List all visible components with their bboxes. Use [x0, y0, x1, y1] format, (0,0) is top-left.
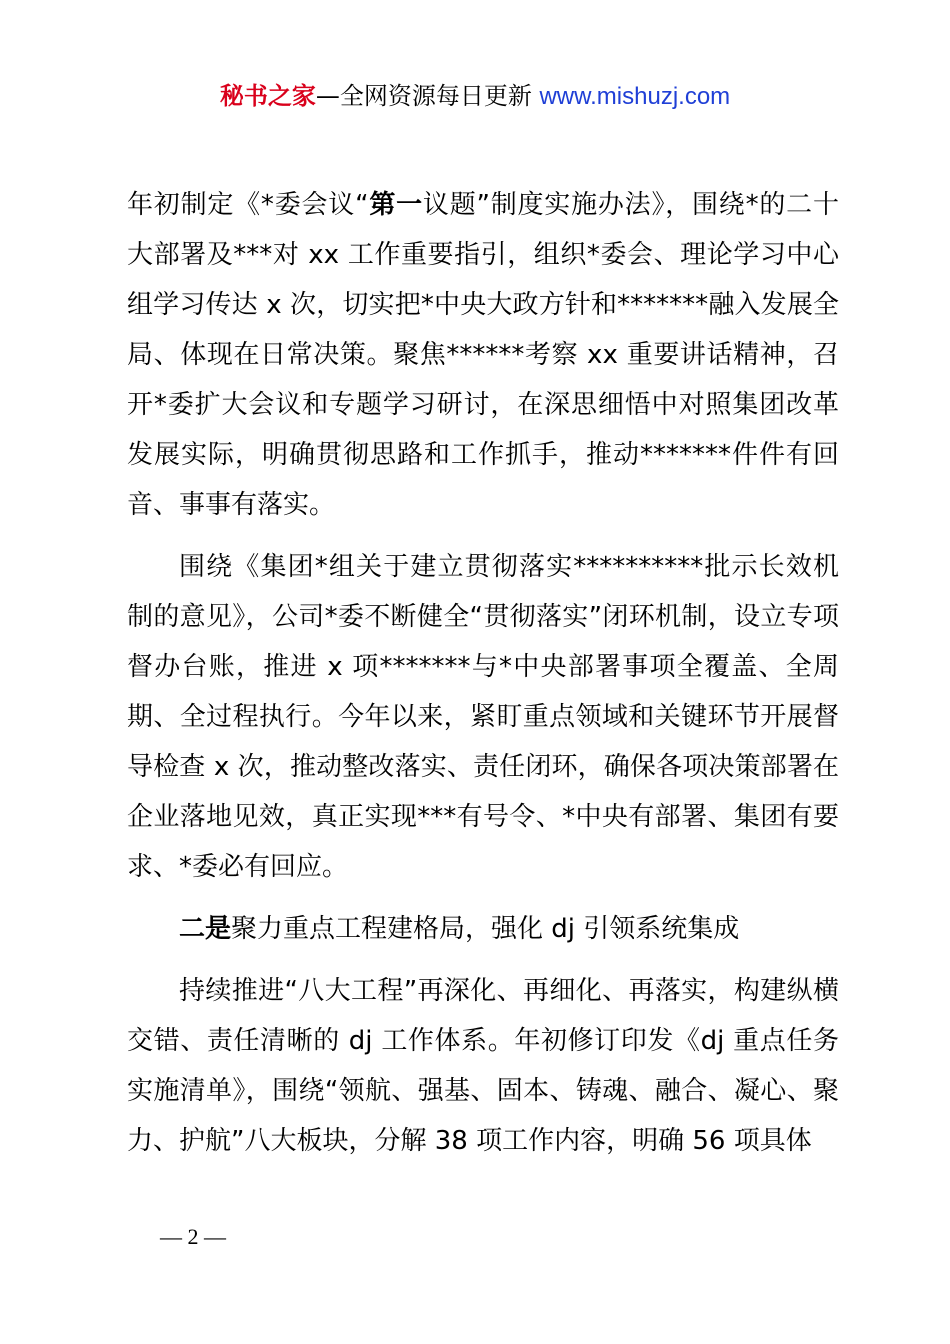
site-tagline: —全网资源每日更新 [315, 82, 540, 110]
section-heading-2-title: 聚力重点工程建格局，强化 dj 引领系统集成 [231, 914, 740, 944]
paragraph-4: 持续推进“八大工程”再深化、再细化、再落实，构建纵横交错、责任清晰的 dj 工作体系。年初修订印发《dj 重点任务实施清单》，围绕“领航、强基、固本、铸魂、融合、凝心、聚力、护航”八大板块，分解 38 项工作内容，明确 56 项具体 [127, 976, 839, 1156]
site-header [0, 80, 950, 113]
site-brand: 秘书之家 [219, 82, 316, 110]
paragraph-1-bold: 第一 [368, 190, 423, 220]
page-number: — 2 — [160, 1224, 226, 1249]
section-heading-2-number: 二是 [179, 914, 232, 944]
paragraph-1-text-a: 年初制定《*委会议“ [127, 190, 369, 220]
paragraph-1 [127, 180, 839, 530]
document-body [127, 180, 839, 1178]
section-heading-2 [127, 904, 839, 954]
paragraph-2: 围绕《集团*组关于建立贯彻落实**********批示长效机制的意见》，公司*委不断健全“贯彻落实”闭环机制，设立专项督办台账，推进 x 项*******与*中央部署事项全覆盖、全周期、全过程执行。今年以来，紧盯重点领域和关键环节开展督导检查 x 次，推动整改落实、责任闭环，确保各项决策部署在企业落地见效，真正实现***有号令、*中央有部署、集团有要求、*委必有回应。 [127, 552, 839, 882]
paragraph-1-text-b: 议题”制度实施办法》，围绕*的二十大部署及***对 xx 工作重要指引，组织*委会、理论学习中心组学习传达 x 次，切实把*中央大政方针和*******融入发展全局、体现在日常决策。聚焦******考察 xx 重要讲话精神，召开*委扩大会议和专题学习研讨，在深思细悟中对照集团改革发展实际，明确贯彻思路和工作抓手，推动*******件件有回音、事事有落实。 [127, 190, 839, 520]
site-url-link[interactable]: www.mishuzj.com [539, 83, 731, 110]
